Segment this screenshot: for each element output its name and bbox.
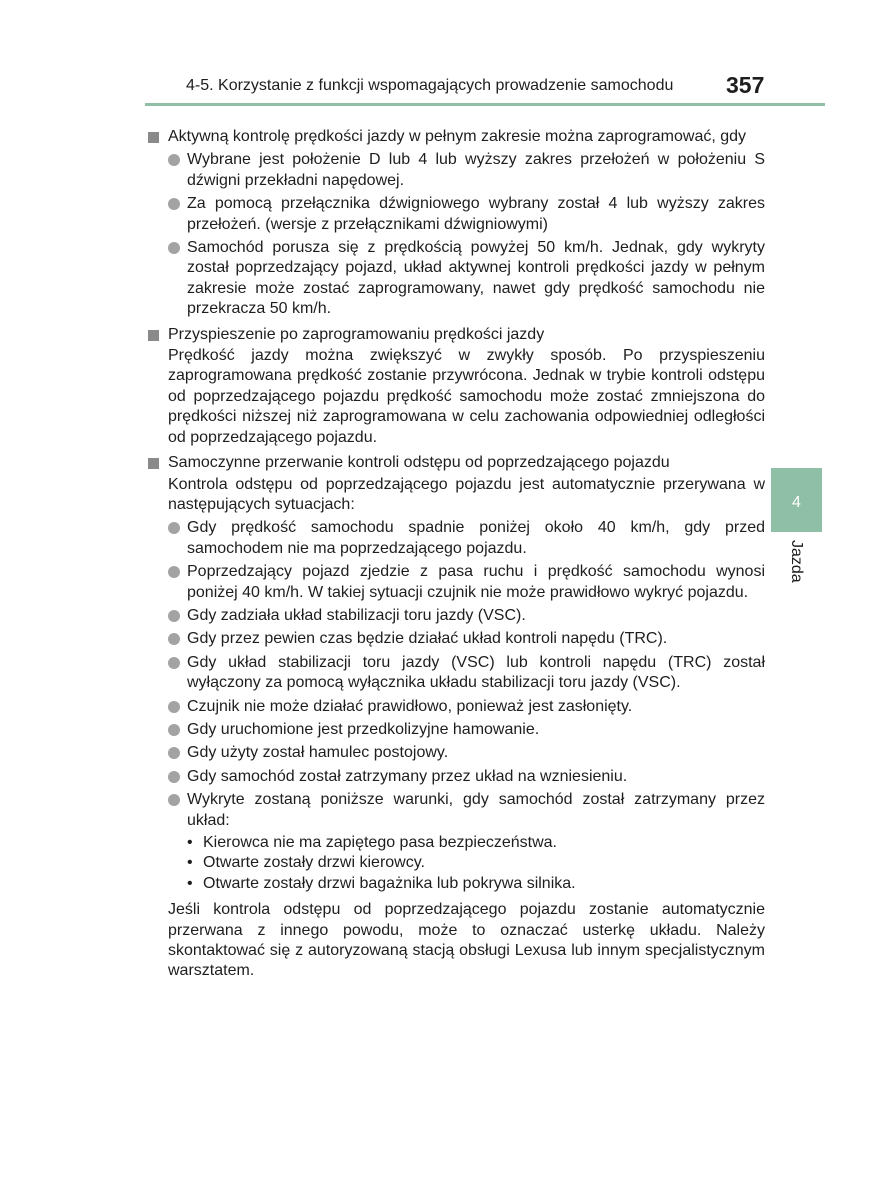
round-bullet-icon — [168, 566, 180, 578]
list-item — [168, 743, 765, 763]
sub-list — [187, 833, 765, 894]
sub-list-item-text: Otwarte zostały drzwi bagażnika lub pokrywa silnika. — [203, 874, 576, 892]
sub-list-item-text: Otwarte zostały drzwi kierowcy. — [203, 854, 425, 872]
round-bullet-icon — [168, 747, 180, 759]
round-bullet-icon — [168, 633, 180, 645]
square-bullet-icon — [148, 458, 159, 469]
round-bullet-icon — [168, 610, 180, 622]
round-bullet-icon — [168, 701, 180, 713]
small-bullet-icon: • — [187, 834, 193, 851]
list-item — [168, 629, 765, 649]
list-item-text: Gdy prędkość samochodu spadnie poniżej około 40 km/h, gdy przed samochodem nie ma poprzedzającego pojazdu. — [187, 519, 765, 557]
section-3 — [148, 453, 765, 982]
header-rule — [145, 103, 825, 106]
list-item — [168, 720, 765, 740]
list-item-text: Gdy przez pewien czas będzie działać układ kontroli napędu (TRC). — [187, 630, 668, 648]
sub-list-item — [187, 853, 765, 873]
list-item — [168, 697, 765, 717]
page-number: 357 — [726, 72, 765, 98]
list-item-text: Gdy samochód został zatrzymany przez układ na wzniesieniu. — [187, 767, 628, 785]
list-item-text: Samochód porusza się z prędkością powyżej 50 km/h. Jednak, gdy wykryty został poprzedzający pojazd, układ aktywnej kontroli prędkości jazdy w pełnym zakresie może zostać zaprogramowany, nawet gdy prędkość samochodu nie przekracza 50 km/h. — [187, 239, 765, 318]
section-heading-text: Przyspieszenie po zaprogramowaniu prędkości jazdy — [168, 325, 545, 343]
list-item — [168, 790, 765, 831]
list-item-text: Czujnik nie może działać prawidłowo, ponieważ jest zasłonięty. — [187, 697, 633, 715]
small-bullet-icon: • — [187, 874, 193, 892]
section-2 — [148, 325, 765, 448]
list-item — [168, 194, 765, 235]
section-heading — [148, 325, 765, 345]
list-item — [168, 606, 765, 626]
list-item-text: Poprzedzający pojazd zjedzie z pasa ruchu i prędkość samochodu wynosi poniżej 40 km/h. W takiej sytuacji czujnik nie może prawidłowo wykryć pojazdu. — [187, 563, 765, 601]
sub-list-item — [187, 874, 765, 894]
sub-list-item-text: Kierowca nie ma zapiętego pasa bezpieczeństwa. — [203, 834, 557, 851]
list-item-text: Gdy użyty został hamulec postojowy. — [187, 744, 449, 762]
list-item — [168, 150, 765, 191]
section-paragraph: Prędkość jazdy można zwiększyć w zwykły sposób. Po przyspieszeniu zaprogramowana prędkość zostanie przywrócona. Jednak w trybie kontroli odstępu od poprzedzającego pojazdu prędkość samochodu może zostać zmniejszona do prędkości niższej niż zaprogramowana w celu zachowania odpowiedniej odległości od poprzedzającego pojazdu. — [168, 347, 765, 446]
section-heading-text: Aktywną kontrolę prędkości jazdy w pełnym zakresie można zaprogramować, gdy — [168, 128, 747, 145]
round-bullet-icon — [168, 657, 180, 669]
list-item-text: Za pomocą przełącznika dźwigniowego wybrany został 4 lub wyższy zakres przełożeń. (wersje z przełącznikami dźwigniowymi) — [187, 195, 765, 233]
round-bullet-icon — [168, 154, 180, 166]
section-paragraph: Kontrola odstępu od poprzedzającego pojazdu jest automatycznie przerywana w następujących sytuacjach: — [168, 475, 765, 513]
round-bullet-icon — [168, 794, 180, 806]
list-item — [168, 767, 765, 787]
round-bullet-icon — [168, 198, 180, 210]
list-item — [168, 238, 765, 320]
list-item — [168, 653, 765, 694]
list-item — [168, 518, 765, 559]
list-item-text: Gdy układ stabilizacji toru jazdy (VSC) lub kontroli napędu (TRC) został wyłączony za pomocą wyłącznika układu stabilizacji toru jazdy (VSC). — [187, 653, 765, 692]
chapter-tab-label: Jazda — [788, 540, 805, 583]
list-item-text: Gdy uruchomione jest przedkolizyjne hamowanie. — [187, 720, 540, 738]
section-1 — [148, 127, 765, 320]
chapter-title: 4-5. Korzystanie z funkcji wspomagających prowadzenie samochodu — [186, 77, 674, 94]
closing-paragraph: Jeśli kontrola odstępu od poprzedzającego pojazdu zostanie automatycznie przerwana z innego powodu, może to oznaczać usterkę układu. Należy skontaktować się z autoryzowaną stacją obsługi Lexusa lub innym specjalistycznym warsztatem. — [168, 901, 765, 980]
square-bullet-icon — [148, 330, 159, 341]
section-heading — [148, 127, 765, 147]
round-bullet-icon — [168, 771, 180, 783]
round-bullet-icon — [168, 242, 180, 254]
section-heading — [148, 453, 765, 473]
small-bullet-icon: • — [187, 854, 193, 872]
list-item — [168, 562, 765, 603]
sub-list-item — [187, 833, 765, 853]
list-item-text: Gdy zadziała układ stabilizacji toru jazdy (VSC). — [187, 606, 526, 624]
section-heading-text: Samoczynne przerwanie kontroli odstępu od poprzedzającego pojazdu — [168, 454, 670, 472]
round-bullet-icon — [168, 522, 180, 534]
list-item-text: Wykryte zostaną poniższe warunki, gdy samochód został zatrzymany przez układ: — [187, 791, 765, 829]
chapter-tab — [771, 468, 822, 532]
square-bullet-icon — [148, 132, 159, 143]
round-bullet-icon — [168, 724, 180, 736]
page-content — [148, 127, 765, 987]
list-item-text: Wybrane jest położenie D lub 4 lub wyższy zakres przełożeń w położeniu S dźwigni przekładni napędowej. — [187, 151, 765, 189]
chapter-tab-number: 4 — [792, 494, 801, 511]
